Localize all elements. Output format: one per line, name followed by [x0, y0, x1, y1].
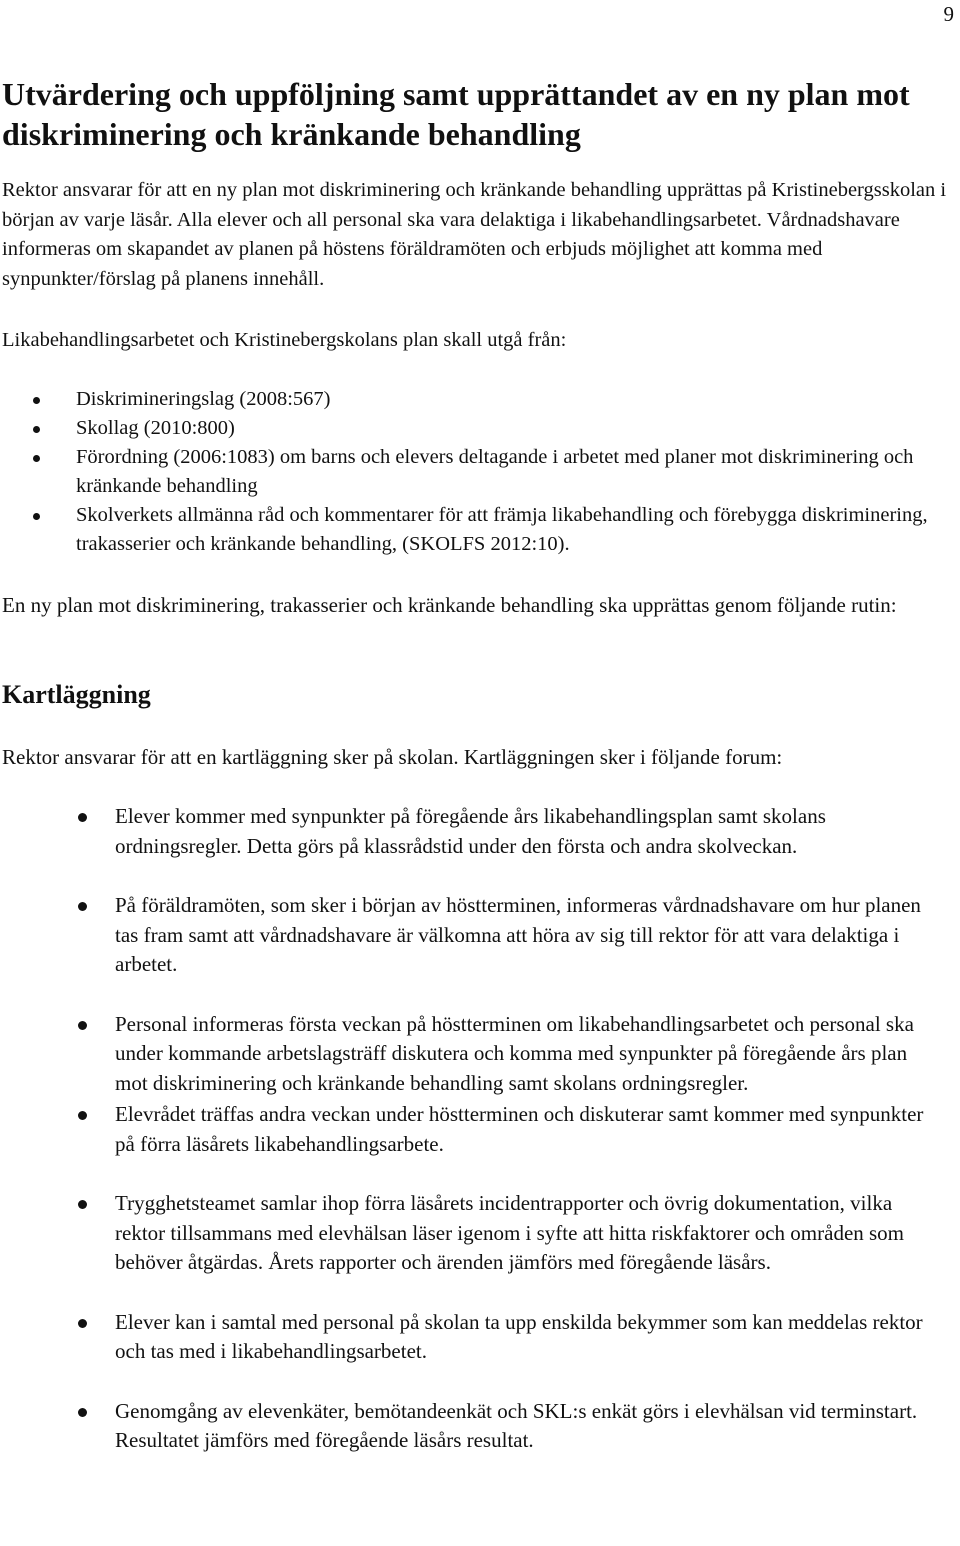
- list-item: På föräldramöten, som sker i början av höstterminen, informeras vårdnadshavare om hur planen tas fram samt att vårdnadshavare är välkomna att höra av sig till rektor för att vara delaktiga i arbetet.: [0, 891, 960, 980]
- list-item: Elever kan i samtal med personal på skolan ta upp enskilda bekymmer som kan meddelas rektor och tas med i likabehandlingsarbetet.: [0, 1308, 960, 1367]
- list-item: Skollag (2010:800): [0, 414, 960, 443]
- page-title: Utvärdering och uppföljning samt upprättandet av en ny plan mot diskriminering och kränkande behandling: [2, 76, 910, 152]
- list-item: Elevrådet träffas andra veckan under höstterminen och diskuterar samt kommer med synpunkter på förra läsårets likabehandlingsarbete.: [0, 1100, 960, 1159]
- list-item: Förordning (2006:1083) om barns och elevers deltagande i arbetet med planer mot diskriminering och kränkande behandling: [0, 443, 960, 501]
- basis-intro: Likabehandlingsarbetet och Kristinebergskolans plan skall utgå från:: [2, 329, 567, 351]
- mapping-forum-list: [0, 802, 960, 1456]
- list-item: Diskrimineringslag (2008:567): [0, 385, 960, 414]
- legal-basis-list: [0, 385, 960, 559]
- list-item: Elever kommer med synpunkter på föregående års likabehandlingsplan samt skolans ordningsregler. Detta görs på klassrådstid under den första och andra skolveckan.: [0, 802, 960, 861]
- routine-intro: En ny plan mot diskriminering, trakasserier och kränkande behandling ska upprättas genom följande rutin:: [2, 593, 897, 617]
- section-heading: Kartläggning: [2, 680, 151, 709]
- list-item: Personal informeras första veckan på höstterminen om likabehandlingsarbetet och personal ska under kommande arbetslagsträff diskutera och komma med synpunkter på föregående års plan mot diskriminering och kränkande behandling samt skolans ordningsregler.: [0, 1010, 960, 1099]
- list-item: Trygghetsteamet samlar ihop förra läsårets incidentrapporter och övrig dokumentation, vilka rektor tillsammans med elevhälsan läser igenom i syfte att hitta riskfaktorer och områden som behöver åtgärdas. Årets rapporter och ärenden jämförs med föregående läsårs.: [0, 1189, 960, 1278]
- intro-paragraph: Rektor ansvarar för att en ny plan mot diskriminering och kränkande behandling upprättas på Kristinebergsskolan i början av varje läsår. Alla elever och all personal ska vara delaktiga i likabehandlingsarbetet. Vårdnadshavare informeras om skapandet av planen på höstens föräldramöten och erbjuds möjlighet att komma med synpunkter/förslag på planens innehåll.: [2, 179, 947, 290]
- page-number: 9: [943, 2, 954, 26]
- list-item: Genomgång av elevenkäter, bemötandeenkät och SKL:s enkät görs i elevhälsan vid terminstart. Resultatet jämförs med föregående läsårs resultat.: [0, 1397, 960, 1456]
- list-item: Skolverkets allmänna råd och kommentarer för att främja likabehandling och förebygga diskriminering, trakasserier och kränkande behandling, (SKOLFS 2012:10).: [0, 501, 960, 559]
- mapping-intro: Rektor ansvarar för att en kartläggning sker på skolan. Kartläggningen sker i följande forum:: [2, 745, 783, 769]
